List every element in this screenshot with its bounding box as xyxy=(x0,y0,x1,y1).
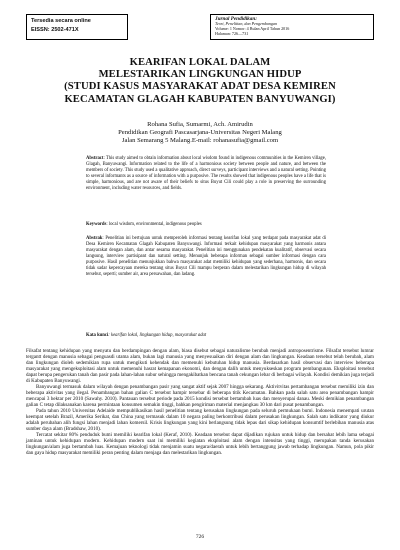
author-affiliation: Pendidikan Geografi Pascasarjana-Universitas Negeri Malang xyxy=(118,128,282,136)
abstract-text: : This study aimed to obtain information about local wisdom found in indigenous communities in the Kemiren village, Glagah, Banyuwangi. Information related to the life of a harmonious society between people and nature, and between the members of society. This study used a qualitative approach, direct surveys, participant interviews and a natural setting. Pointing to several informants as a source of information with a purposive. The results showed that indigenous peoples have a life that is simple, harmonious, and are not aware of their beliefs to situs Buyut Cili could play a role in preserving the surrounding environment, including water resources, and fields. xyxy=(86,156,326,191)
keywords-text: : local wisdom, environmental, indigenous peoples xyxy=(106,222,202,227)
abstrak-text: : Penelitian ini bertujuan untuk memperoleh informasi tentang kearifan lokal yang terdapat pada masyarakat adat di Desa Kemiren Kecamatan Glagah Kabupaten Banyuwangi. Informasi terkait kehidupan masyarakat yang harmonis antara masyarakat dengan alam, dan antar sesama masyarakat. Penelitian ini menggunakan pendekatan kualitatif, observasi secara langsung, interview partisipant dan natural setting. Menunjuk beberapa informan sebagai sumber informasi dengan cara purposive. Hasil penelitian menunjukkan bahwa masyarakat adat memiliki kehidupan yang sederhana, harmonis, dan secara tidak sadar kepercayaan mereka tentang situs Buyut Cili mampu berperan dalam melestarikan lingkungan hidup di wilayah tersebut, seperti; sumber air, area persawahan, dan ladang. xyxy=(86,236,326,277)
kata-kunci-text: : kearifan lokal, lingkungan hidup, masyarakat adat xyxy=(108,333,207,338)
page-number: 726 xyxy=(195,534,205,540)
title-line-4: KECAMATAN GLAGAH KABUPATEN BANYUWANGI) xyxy=(64,93,336,105)
availability-text: Tersedia secara online xyxy=(31,18,91,24)
body-text xyxy=(26,348,374,456)
journal-name: Jurnal Pendidikan: xyxy=(215,16,257,22)
title-line-1: KEARIFAN LOKAL DALAM xyxy=(129,57,271,68)
keywords-label: Keywords xyxy=(86,222,107,227)
abstract-indonesian xyxy=(86,236,326,278)
author-block xyxy=(60,121,340,144)
title-line-3: (STUDI KASUS MASYARAKAT ADAT DESA KEMIREN xyxy=(64,81,336,93)
author-names: Rohana Sufia, Sumarmi, Ach. Amirudin xyxy=(147,121,253,128)
keywords-indonesian xyxy=(86,333,326,339)
body-paragraph: Tercatat sekitar 80% penduduk bumi memiliki kearifan lokal (Keraf, 2010). Keadaan tersebut dapat dijadikan rujukan untuk hidup dan bersahat lebih lama sebagai jaminan untuk kehidupan modern. Kehidupan modern saat ini memiliki kegiatan eksploitasi alam dengan intensitas yang tinggi, merupakan tanda kerusakan lingkungan/alam juga bertambah luas. Kemajuan teknologi tidak menjamin suatu negara/daerah untuk lebih bertanggung jawab terhadap lingkungan. Namun, pola pikir dan gaya hidup masyarakat memiliki peran penting dalam menjaga dan melestarikan lingkungan. xyxy=(26,432,374,456)
abstract-english xyxy=(86,156,326,192)
journal-info-box xyxy=(210,14,374,40)
journal-pages: Halaman: 726—731 xyxy=(215,31,249,37)
body-paragraph: Filsafat tentang kehidupan yang menyatu dan berdampingan dengan alam, biasa disebut sebagai naturalisme berubah menjadi antroposentrisme. Filsafat tersebut lumrar tergantt dengan manusia sebagai penguasdi utama alam, bukan lagi manusia yang menyesuaikan diri dengan alam dan lingkungan. Keadaan tersebut telah berubah, alam dan lingkungan dioleh sedemikian rupa untuk mengikuti kehendak dan memenuhi kebutuhan hidup manusia. Berdasarkan hasil observasi dan interview beberapa masyarakat yang mengeksploitasi alam untuk memenuhi hasrat kemapanan ekonomi, dan dengan dalih untuk menyukseskan program pembangunan. Eksploitasi tersebut dapat berupa pengerukan tanah dan pasir pada lahan-lahan subur sehingga mengakibatkan bencana tanah cekungan lebar di berbagai wilayah. Kondisi demikian juga terjadi di Kabupaten Banyuwangi. xyxy=(26,348,374,384)
keywords-english xyxy=(86,222,326,228)
journal-subtitle: Teori, Penelitian, dan Pengembangan xyxy=(215,21,278,27)
body-paragraph: Pada tahun 2010 Universitas Adelaide mempublikasikan hasil penelitian tentang kerusakan lingkungan pada seluruh permukaan bumi. Indonesia menempati urutan keempat setelah Brazil, Amerika Serikat, dan China yang termasuk dalam 10 negara paling berkontribusi dalam perusakan lingkungan. Salah satu indikator yang diukur adalah perubahan alih fungsi lahan menjadi lahan komersil. Krisis lingkungan yang kini berlangsung tidak lepas dari sikap kehidupan konsumtif berlebihan manusia atas sumber daya alam (Bradshaw, 2010). xyxy=(26,408,374,432)
title-line-2: MELESTARIKAN LINGKUNGAN HIDUP xyxy=(98,69,302,81)
author-address: Jalan Semarang 5 Malang.E-mail: rohanasufia@gmail.com xyxy=(121,136,279,144)
kata-kunci-label: Kata kunci xyxy=(86,333,109,338)
body-paragraph: Banyuwangi termasuk dalam wilayah dengan penambangan pasir yang sangat aktif sejak 2007 hingga sekarang. Aktivitvitas pertambangan tersebut memiliki izin dan beberapa aktivitas yang ilegal. Penambangan bahan galian C tersebut hampir tersebar di beberapa titik Kecamatan. Bahkan pada salah satu area penambangan hampir mencapai 3 hektar per 2010 (Sawahy. 2010). Pantauan tersebut periode pada 2015 kondisi tersebut bertambah luas dan menyerupai danau. Meski demikian penambangan galian C tetap dilaksanakan karena permintaan konsumen semakin tinggi, bahkan pengiriman material menjangkau 30 km dari pusat penambangan. xyxy=(26,384,374,408)
abstrak-label: Abstrak xyxy=(86,236,103,241)
abstract-label: Abstract xyxy=(86,156,104,161)
paper-title xyxy=(30,57,370,106)
journal-volume: Volume: 1 Nomor: 4 Bulan April Tahun 2016 xyxy=(215,26,290,32)
journal-availability-box xyxy=(26,14,128,40)
eissn-text: EISSN: 2502-471X xyxy=(31,27,79,33)
